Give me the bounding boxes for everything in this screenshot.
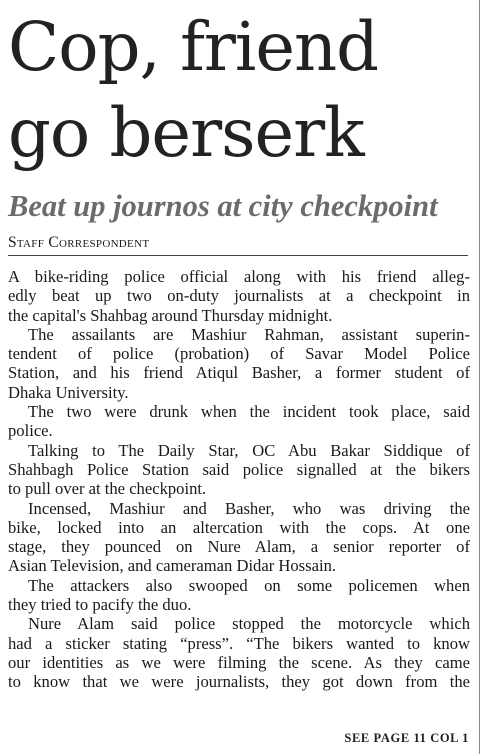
byline: Staff Correspondent: [8, 233, 468, 256]
body-line: Shahbagh Police Station said police signalled at the bikers: [8, 459, 470, 479]
body-line: had a sticker stating “press”. “The bikers wanted to know: [8, 633, 470, 653]
headline-line-1: Cop, friend: [8, 8, 379, 86]
body-line: Asian Television, and cameraman Didar Hossain.: [8, 556, 337, 576]
subheadline: Beat up journos at city checkpoint: [8, 189, 438, 223]
body-line: to know that we were journalists, they got down from the: [8, 672, 470, 692]
body-line: The assailants are Mashiur Rahman, assistant superin-: [28, 324, 470, 344]
body-line: Station, and his friend Atiqul Basher, a former student of: [8, 363, 470, 383]
body-line: The attackers also swooped on some policemen when: [28, 575, 470, 595]
body-line: police.: [8, 421, 53, 441]
body-line: stage, they pounced on Nure Alam, a senior reporter of: [8, 537, 470, 557]
headline: [8, 4, 476, 176]
body-line: A bike-riding police official along with his friend alleg-: [8, 267, 470, 286]
continued-jump-line[interactable]: SEE PAGE 11 COL 1: [344, 731, 469, 745]
body-line: our identities as we were filming the scene. As they came: [8, 652, 470, 672]
body-line: they tried to pacify the duo.: [8, 595, 192, 615]
body-line: tendent of police (probation) of Savar Model Police: [8, 344, 470, 364]
body-line: Incensed, Mashiur and Basher, who was driving the: [28, 498, 470, 518]
headline-line-2: go berserk: [8, 94, 364, 172]
article-body: [8, 267, 470, 692]
body-line: Nure Alam said police stopped the motorcycle which: [28, 614, 470, 634]
column-rule: [479, 0, 480, 754]
body-line: bike, locked into an altercation with the cops. At one: [8, 517, 470, 537]
body-line: to pull over at the checkpoint.: [8, 479, 207, 499]
body-line: Dhaka University.: [8, 382, 129, 402]
body-line: The two were drunk when the incident took place, said: [28, 402, 470, 422]
body-line: the capital's Shahbag around Thursday midnight.: [8, 305, 333, 325]
body-line: edly beat up two on-duty journalists at a checkpoint in: [8, 286, 470, 306]
body-line: Talking to The Daily Star, OC Abu Bakar Siddique of: [28, 440, 470, 460]
